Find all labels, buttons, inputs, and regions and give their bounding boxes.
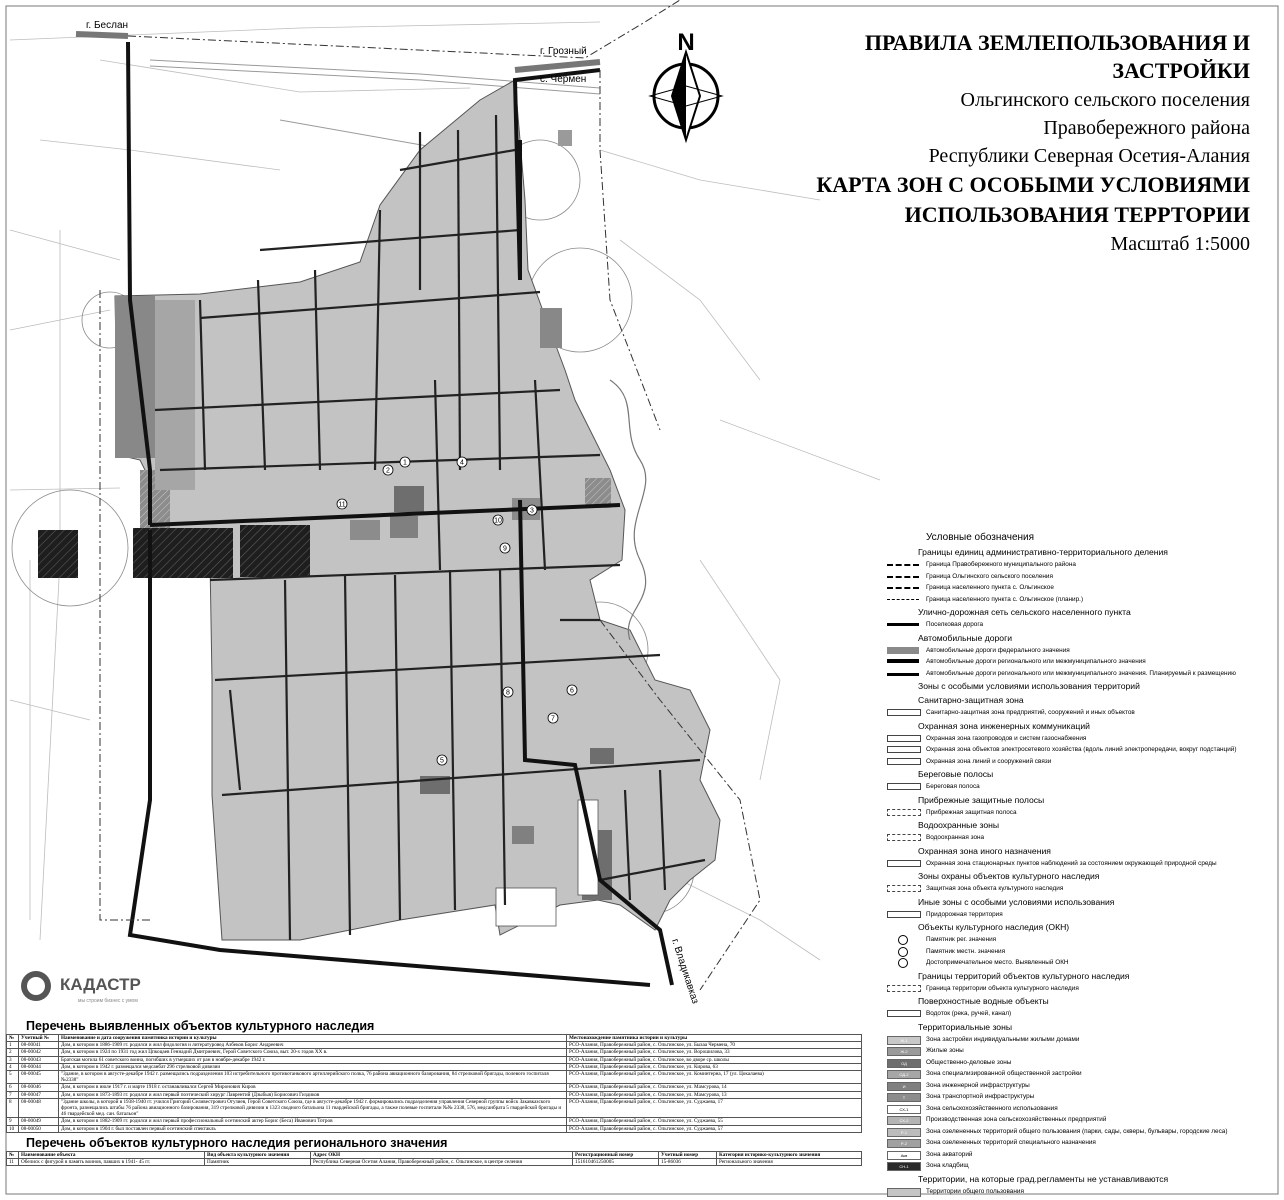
legend-item	[884, 571, 1279, 583]
label-grozny: г. Грозный	[540, 46, 587, 57]
legend-item-label: Общественно-деловые зоны	[926, 1058, 1012, 1066]
legend-swatch	[887, 576, 919, 578]
legend-group-title: Прибрежные защитные полосы	[918, 794, 1045, 805]
north-arrow-icon	[650, 52, 722, 140]
tables-area	[6, 1018, 861, 1166]
legend-item	[884, 983, 1279, 995]
legend-item-label: Жилые зоны	[926, 1047, 964, 1054]
table-cell: Республика Северная Осетия Алания, Правобережный район, с. Ольгинское, в центре селения	[311, 1159, 573, 1166]
table-cell: РСО-Алания, Правобережный район, с. Ольгинское, ул. Суджаева, 55	[567, 1118, 862, 1125]
legend-item	[884, 1137, 1279, 1149]
legend-item-label: Придорожная территория	[926, 910, 1003, 918]
okn-marker-number: 4	[460, 459, 464, 467]
legend-item-label: Автомобильные дороги регионального или межмуниципального значения	[926, 658, 1146, 665]
table1-title: Перечень выявленных объектов культурного наследия	[26, 1019, 375, 1033]
legend-item	[884, 756, 1279, 768]
legend-item-label: Зона инженерной инфраструктуры	[926, 1081, 1030, 1089]
legend-group-title: Зоны с особыми условиями использования территорий	[918, 681, 1140, 691]
legend	[884, 530, 1279, 1197]
table-cell: 2	[7, 1049, 19, 1056]
legend-group-title: Территории, на которые град.регламенты не устанавливаются	[918, 1173, 1169, 1184]
legend-swatch: Т	[887, 1093, 921, 1102]
legend-swatch: ОД	[887, 1059, 921, 1068]
legend-item	[884, 934, 1279, 946]
legend-item-label: Зона транспортной инфраструктуры	[926, 1093, 1035, 1100]
legend-swatch	[887, 623, 919, 626]
legend-item	[884, 744, 1279, 756]
legend-item-label: Зона застройки индивидуальными жилыми домами	[926, 1035, 1080, 1043]
legend-swatch	[887, 1010, 921, 1017]
legend-item-label: Зона озелененных территорий специального назначения	[926, 1139, 1096, 1146]
legend-item-label: Зона специализированной общественной застройки	[926, 1070, 1082, 1077]
label-chermen: с. Чермен	[540, 74, 587, 85]
legend-item-label: Памятник рег. значения	[926, 936, 997, 943]
legend-item-label: Поселковая дорога	[926, 621, 984, 628]
legend-swatch	[887, 758, 921, 765]
legend-item	[884, 957, 1279, 969]
legend-group-title: Границы территорий объектов культурного наследия	[918, 970, 1130, 981]
legend-item	[884, 1186, 1279, 1198]
legend-item-label: Водоохранная зона	[926, 834, 985, 841]
table-cell: РСО-Алания, Правобережный район, с. Ольгинское, ул. Мамсурова, 14	[567, 1084, 862, 1091]
legend-swatch	[898, 958, 908, 968]
legend-item	[884, 582, 1279, 594]
label-beslan: г. Беслан	[86, 20, 129, 31]
map-title-block	[816, 32, 1250, 254]
legend-swatch	[887, 809, 921, 816]
table-header-cell: Наименование и дата сооружения памятника истории и культуры	[59, 1035, 567, 1042]
legend-item-label: Памятник местн. значения	[926, 947, 1006, 955]
legend-swatch: Ж-1	[887, 1036, 921, 1045]
table-header-cell: Адрес ОКН	[311, 1151, 573, 1158]
table-row	[7, 1071, 862, 1084]
legend-item	[884, 807, 1279, 819]
table-header-cell: Учетный номер	[659, 1151, 717, 1158]
legend-item	[884, 559, 1279, 571]
table-cell: 10	[7, 1125, 19, 1132]
logo-tagline: мы строим бизнес с умом	[78, 998, 138, 1004]
title-line-2: ЗАСТРОЙКИ	[1112, 58, 1250, 83]
table-cell: 151610461250005	[573, 1159, 659, 1166]
legend-title: Условные обозначения	[926, 532, 1035, 543]
legend-swatch	[887, 735, 921, 742]
legend-swatch: Р-2	[887, 1139, 921, 1148]
legend-group-title: Водоохранные зоны	[918, 820, 1000, 830]
legend-group-title: Объекты культурного наследия (ОКН)	[918, 922, 1070, 932]
table-cell: Дом, в котором в 1873-1893 гг. родился и жил первый поэтический хирург Лаврентий (Дзыбыя) Борисович Гиздиков	[59, 1091, 567, 1098]
legend-group-title: Автомобильные дороги	[918, 632, 1013, 643]
table-header-cell: Местонахождение памятника истории и культуры	[567, 1035, 862, 1042]
table-cell: 15-86036	[659, 1159, 717, 1166]
okn-marker-number: 2	[386, 467, 390, 475]
legend-item	[884, 1160, 1279, 1172]
legend-item	[884, 1008, 1279, 1020]
legend-group-title: Территориальные зоны	[918, 1021, 1013, 1032]
legend-swatch: ОД-2	[887, 1070, 921, 1079]
legend-swatch: СН-1	[887, 1162, 921, 1171]
legend-group-title: Улично-дорожная сеть сельского населенного пункта	[918, 607, 1131, 617]
table-row	[7, 1091, 862, 1098]
table-row	[7, 1098, 862, 1118]
table-cell: 3	[7, 1056, 19, 1063]
table-cell: 08-00048	[19, 1098, 59, 1118]
table-cell: 8	[7, 1098, 19, 1118]
legend-item-label: Граница Правобережного муниципального района	[926, 561, 1076, 568]
legend-item	[884, 1149, 1279, 1161]
legend-group-title: Границы единиц административно-территориального деления	[918, 547, 1168, 557]
legend-item	[884, 668, 1279, 680]
table-cell: 5	[7, 1071, 19, 1084]
table-cell: Обелиск с фигурой в память воинов, павших в 1941- 45 гг.	[19, 1159, 205, 1166]
legend-item	[884, 946, 1279, 958]
legend-item-label: Граница территории объекта культурного наследия	[926, 984, 1079, 992]
table-header-cell: №	[7, 1151, 19, 1158]
legend-body	[884, 545, 1279, 1197]
legend-item	[884, 594, 1279, 606]
legend-item-label: Граница населенного пункта с. Ольгинское (планир.)	[926, 595, 1084, 603]
table-cell: 7	[7, 1091, 19, 1098]
table-cell: Дом, в котором в 1886-1909 гг. родился и жил фидология и литературовед Азбеков Борис Андреевич	[59, 1042, 567, 1049]
legend-swatch	[887, 659, 919, 663]
legend-group-title: Зоны охраны объектов культурного наследия	[918, 871, 1100, 881]
table-cell: Дом, в котором в июле 1917 г. и марте 1918 г. останавливался Сергей Миронович Киров	[59, 1084, 567, 1091]
table-cell: "Здание школы, в которой в 1938-1940 гг. учился Григорий Селивестрович Огузиев, Герой Советского Союза, где в августе-декабре 1942 г. формировались подразделения управления Северной группы войск Закавказского фронта, размещались штабы 76 района авиационного базирования, 319 стрелковой дивизии в 1323 сводного батальона 11 гвардейской бригады, а также полевые госпитали №№ 2338, 576, медсанбрата 5 гвардейской бригады и 46 гвардейской мед. сан. батальон"	[59, 1098, 567, 1118]
legend-swatch	[887, 885, 921, 892]
legend-item-label: Зона сельскохозяйственного использования	[926, 1104, 1058, 1112]
table-row	[7, 1084, 862, 1091]
table-cell: 6	[7, 1084, 19, 1091]
table-header-cell: Вид объекта культурного значения	[205, 1151, 311, 1158]
legend-group-title: Береговые полосы	[918, 769, 994, 779]
table-cell: Дом, в котором в 1924 по 1931 год жил Цпкоцаев Геннадий Дмитриевич, Герой Советского Союза, выт. 20-х годов XX в.	[59, 1049, 567, 1056]
legend-swatch: Акв	[887, 1151, 921, 1160]
legend-item-label: Автомобильные дороги федерального значения	[926, 646, 1070, 654]
legend-item	[884, 1034, 1279, 1046]
legend-item-label: Охранная зона объектов электросетевого хозяйства (вдоль линий электропередачи, вокруг подстанций)	[926, 746, 1237, 753]
okn-marker-number: 11	[338, 501, 346, 509]
legend-swatch	[887, 564, 919, 566]
okn-marker-number: 6	[570, 687, 574, 695]
legend-swatch	[887, 647, 919, 654]
legend-item-label: Санитарно-защитная зона предприятий, сооружений и иных объектов	[926, 709, 1135, 716]
legend-swatch	[887, 783, 921, 790]
legend-swatch: И	[887, 1082, 921, 1091]
table-cell: Братская могила 61 советского воина, погибших в утмерших от ран в ноябре-декабре 1942 г.	[59, 1056, 567, 1063]
legend-item	[884, 1080, 1279, 1092]
table-cell: РСО-Алания, Правобережный район, с. Ольгинское, ул. Кирова, 63	[567, 1063, 862, 1070]
legend-item-label: Охранная зона линий и сооружений связи	[926, 757, 1052, 765]
legend-item	[884, 1103, 1279, 1115]
legend-group-title: Охранная зона иного назначения	[918, 845, 1051, 856]
legend-group-title: Охранная зона инженерных коммуникаций	[918, 720, 1090, 731]
table-cell: Памятник	[205, 1159, 311, 1166]
table-row	[7, 1042, 862, 1049]
legend-swatch	[887, 985, 921, 992]
table-header-cell: №	[7, 1035, 19, 1042]
okn-marker-number: 9	[503, 545, 507, 553]
title-line-4: Правобережного района	[1043, 117, 1250, 139]
title-line-5: Республики Северная Осетия-Алания	[928, 145, 1250, 167]
legend-group-title: Иные зоны с особыми условиями использования	[918, 896, 1115, 907]
legend-swatch	[887, 911, 921, 918]
title-line-6: КАРТА ЗОН С ОСОБЫМИ УСЛОВИЯМИ	[816, 172, 1250, 197]
legend-item	[884, 858, 1279, 870]
legend-item	[884, 619, 1279, 631]
table-cell: 08-00042	[19, 1049, 59, 1056]
table-cell: 08-00049	[19, 1118, 59, 1125]
table-cell: 08-00045	[19, 1071, 59, 1084]
table1	[6, 1034, 862, 1133]
legend-swatch	[898, 935, 908, 945]
table-header-cell: Категория историко-культурного значения	[717, 1151, 862, 1158]
table-row	[7, 1056, 862, 1063]
label-vladikavkaz: г. Владикавказ	[669, 937, 701, 1006]
legend-item	[884, 1114, 1279, 1126]
table-cell: РСО-Алания, Правобережный район, с. Ольгинское, ул. Суджаева, 57	[567, 1125, 862, 1132]
legend-item-label: Граница населенного пункта с. Ольгинское	[926, 584, 1054, 591]
table-cell: 1	[7, 1042, 19, 1049]
legend-item-label: Достопримечательное место. Выявленный ОКН	[926, 959, 1069, 966]
table-row	[7, 1049, 862, 1056]
table-cell: РСО-Алания, Правобережный район, с. Ольгинское, во дворе ср. школы	[567, 1056, 862, 1063]
table-cell: Дом, в котором в 1882-1909 гг. родился и жил первый профессиональный осетинский актер Борис (Беса) Иванович Тотров	[59, 1118, 567, 1125]
legend-item-label: Прибрежная защитная полоса	[926, 808, 1017, 816]
table-header-cell: Учетный №	[19, 1035, 59, 1042]
legend-item-label: Зона озелененных территорий общего пользования (парки, сады, скверы, бульвары, городские леса)	[926, 1127, 1228, 1135]
okn-marker-number: 5	[440, 757, 444, 765]
kadastr-logo	[18, 964, 178, 1008]
legend-item-label: Территории общего пользования	[926, 1187, 1024, 1195]
okn-marker-number: 10	[494, 517, 502, 525]
table-cell: Регионального значения	[717, 1159, 862, 1166]
legend-swatch	[887, 587, 919, 589]
legend-swatch: СХ-2	[887, 1116, 921, 1125]
legend-item-label: Охранная зона газопроводов и систем газоснабжения	[926, 734, 1087, 742]
table-cell: 11	[7, 1159, 19, 1166]
legend-item	[884, 645, 1279, 657]
legend-swatch	[887, 746, 921, 753]
legend-swatch	[887, 672, 919, 676]
okn-marker-number: 7	[551, 715, 555, 723]
legend-group-title: Поверхностные водные объекты	[918, 996, 1049, 1006]
table-cell: 08-00043	[19, 1056, 59, 1063]
legend-item-label: Производственная зона сельскохозяйственных предприятий	[926, 1116, 1107, 1123]
table-cell: РСО-Алания, Правобережный район, с. Ольгинское, ул. Суджаева, 17	[567, 1098, 862, 1118]
legend-item	[884, 656, 1279, 668]
okn-marker-number: 3	[530, 507, 534, 515]
table-row	[7, 1125, 862, 1132]
legend-item-label: Зона акваторий	[926, 1150, 973, 1158]
table-cell: РСО-Алания, Правобережный район, с. Ольгинское, ул. Бызаа Чермена, 70	[567, 1042, 862, 1049]
legend-item	[884, 909, 1279, 921]
legend-item	[884, 832, 1279, 844]
table-header-cell: Регистрационный номер	[573, 1151, 659, 1158]
table-cell: Дом, в котором в 1942 г. размещался медсанбат 296 стрелковой дивизии	[59, 1063, 567, 1070]
table-row	[7, 1159, 862, 1166]
title-line-7: ИСПОЛЬЗОВАНИЯ ТЕРРТОРИИ	[904, 202, 1250, 227]
legend-swatch	[887, 709, 921, 716]
kadastr-logo-icon	[18, 964, 178, 1008]
table-cell: 08-00041	[19, 1042, 59, 1049]
legend-item	[884, 1091, 1279, 1103]
legend-swatch: СХ-1	[887, 1105, 921, 1114]
table-cell: "Здание, в котором в августе-декабре 1942 г. размещались подразделения 103 истребительного противотанкового артиллерийского полка, 76 района авиационного базирования, 84 стрелковой бригады, полевого госпиталя №2338"	[59, 1071, 567, 1084]
legend-item	[884, 781, 1279, 793]
logo-name: КАДАСТР	[60, 975, 141, 994]
table2-title: Перечень объектов культурного наследия регионального значения	[26, 1135, 448, 1150]
table-cell: 08-00047	[19, 1091, 59, 1098]
okn-marker-number: 8	[506, 689, 510, 697]
legend-swatch: Р-1	[887, 1128, 921, 1137]
map-scale: Масштаб 1:5000	[1110, 233, 1250, 255]
legend-item	[884, 733, 1279, 745]
table-cell: 9	[7, 1118, 19, 1125]
table-header-cell: Наименование объекта	[19, 1151, 205, 1158]
legend-item-label: Автомобильные дороги регионального или межмуниципального значения. Планируемый к размещению	[926, 669, 1236, 677]
legend-item	[884, 707, 1279, 719]
table-cell: 08-00050	[19, 1125, 59, 1132]
legend-swatch	[887, 860, 921, 867]
table-cell: Дом, в котором в 1904 г. был поставлен первый осетинский спектакль	[59, 1125, 567, 1132]
table-cell: 08-00046	[19, 1084, 59, 1091]
legend-group-title: Санитарно-защитная зона	[918, 695, 1024, 705]
legend-item-label: Водоток (река, ручей, канал)	[926, 1010, 1012, 1017]
legend-swatch	[887, 599, 919, 600]
legend-item-label: Охранная зона стационарных пунктов наблюдений за состоянием окружающей природной среды	[926, 859, 1217, 867]
table-cell: 08-00044	[19, 1063, 59, 1070]
legend-item-label: Береговая полоса	[926, 783, 980, 790]
legend-item	[884, 1068, 1279, 1080]
table-cell: РСО-Алания, Правобережный район, с. Ольгинское, ул. Коминтерна, 17 (ул. Цокалаева)	[567, 1071, 862, 1084]
legend-item	[884, 1045, 1279, 1057]
okn-marker-number: 1	[403, 459, 407, 467]
legend-item-label: Защитная зона объекта культурного наследия	[926, 885, 1064, 892]
legend-swatch	[887, 1188, 921, 1197]
legend-swatch: Ж-2	[887, 1047, 921, 1056]
north-letter: N	[677, 29, 695, 56]
legend-item-label: Зона кладбищ	[926, 1162, 969, 1169]
title-line-1: ПРАВИЛА ЗЕМЛЕПОЛЬЗОВАНИЯ И	[864, 30, 1250, 55]
table-row	[7, 1118, 862, 1125]
legend-swatch	[887, 834, 921, 841]
table-row	[7, 1063, 862, 1070]
table-cell: РСО-Алания, Правобережный район, с. Ольгинское, ул. Мамсурова, 13	[567, 1091, 862, 1098]
legend-swatch	[898, 947, 908, 957]
legend-item-label: Граница Ольгинского сельского поселения	[926, 572, 1053, 580]
legend-item	[884, 1057, 1279, 1069]
legend-item	[884, 1126, 1279, 1138]
table-cell: 4	[7, 1063, 19, 1070]
table2	[6, 1151, 862, 1166]
table-cell: РСО-Алания, Правобережный район, с. Ольгинское, ул. Ворошилова, 33	[567, 1049, 862, 1056]
legend-item	[884, 883, 1279, 895]
title-line-3: Ольгинского сельского поселения	[960, 89, 1250, 111]
